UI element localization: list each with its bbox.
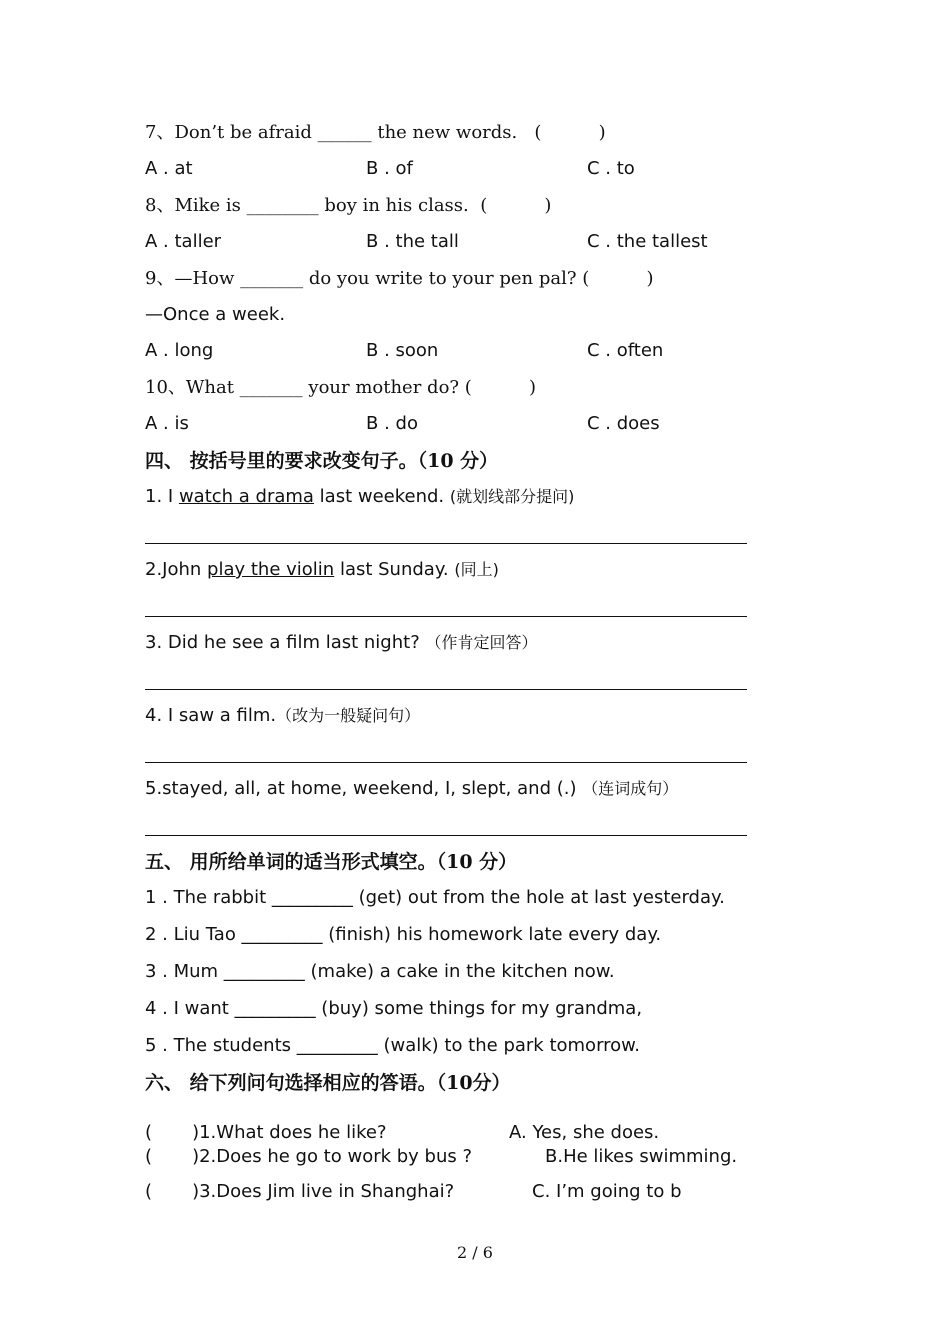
rewrite-item-4: 4. I saw a film.（改为一般疑问句） — [145, 705, 421, 726]
fill-item-3: 3 . Mum _________ (make) a cake in the kitchen now. — [145, 961, 615, 982]
rewrite-item-1: 1. I watch a drama last weekend. (就划线部分提问) — [145, 486, 575, 507]
mc-option: B . do — [366, 413, 418, 434]
answer-line[interactable] — [145, 835, 747, 836]
mc-option: B . the tall — [366, 231, 459, 252]
mc-option: B . soon — [366, 340, 439, 361]
section-5-title: 五、 用所给单词的适当形式填空。（10 分） — [145, 851, 518, 873]
rewrite-item-2: 2.John play the violin last Sunday. (同上) — [145, 559, 499, 580]
mc-question-9: 9、—How _______ do you write to your pen pal? ( ) — [145, 268, 654, 289]
section-4-title: 四、 按括号里的要求改变句子。（10 分） — [145, 450, 499, 472]
mc-option: C . does — [587, 413, 660, 434]
fill-item-5: 5 . The students _________ (walk) to the park tomorrow. — [145, 1035, 640, 1056]
mc-question-9-reply: —Once a week. — [145, 304, 286, 325]
mc-option: C . the tallest — [587, 231, 708, 252]
match-question-3: ( )3.Does Jim live in Shanghai? — [145, 1181, 455, 1202]
section-6-title: 六、 给下列问句选择相应的答语。（10分） — [145, 1072, 511, 1094]
rewrite-item-3: 3. Did he see a film last night? （作肯定回答） — [145, 632, 538, 653]
match-answer-c: C. I’m going to b — [532, 1181, 682, 1202]
mc-question-7: 7、Don’t be afraid ______ the new words. ( ) — [145, 122, 606, 143]
mc-option: A . is — [145, 413, 189, 434]
match-question-2: ( )2.Does he go to work by bus ? — [145, 1146, 473, 1167]
match-answer-b: B.He likes swimming. — [545, 1146, 738, 1167]
answer-line[interactable] — [145, 616, 747, 617]
page-number: 2 / 6 — [457, 1243, 493, 1262]
mc-option: C . to — [587, 158, 635, 179]
mc-question-10: 10、What _______ your mother do? ( ) — [145, 377, 537, 398]
answer-line[interactable] — [145, 543, 747, 544]
fill-item-1: 1 . The rabbit _________ (get) out from the hole at last yesterday. — [145, 887, 725, 908]
rewrite-item-5: 5.stayed, all, at home, weekend, I, slept, and (.) （连词成句） — [145, 778, 679, 799]
mc-option: A . long — [145, 340, 214, 361]
mc-option: A . at — [145, 158, 193, 179]
mc-option: A . taller — [145, 231, 222, 252]
mc-question-8: 8、Mike is ________ boy in his class. ( ) — [145, 195, 552, 216]
fill-item-4: 4 . I want _________ (buy) some things for my grandma, — [145, 998, 643, 1019]
answer-line[interactable] — [145, 762, 747, 763]
fill-item-2: 2 . Liu Tao _________ (finish) his homework late every day. — [145, 924, 662, 945]
match-answer-a: A. Yes, she does. — [509, 1122, 660, 1143]
mc-option: C . often — [587, 340, 664, 361]
mc-option: B . of — [366, 158, 413, 179]
answer-line[interactable] — [145, 689, 747, 690]
match-question-1: ( )1.What does he like? — [145, 1122, 387, 1143]
